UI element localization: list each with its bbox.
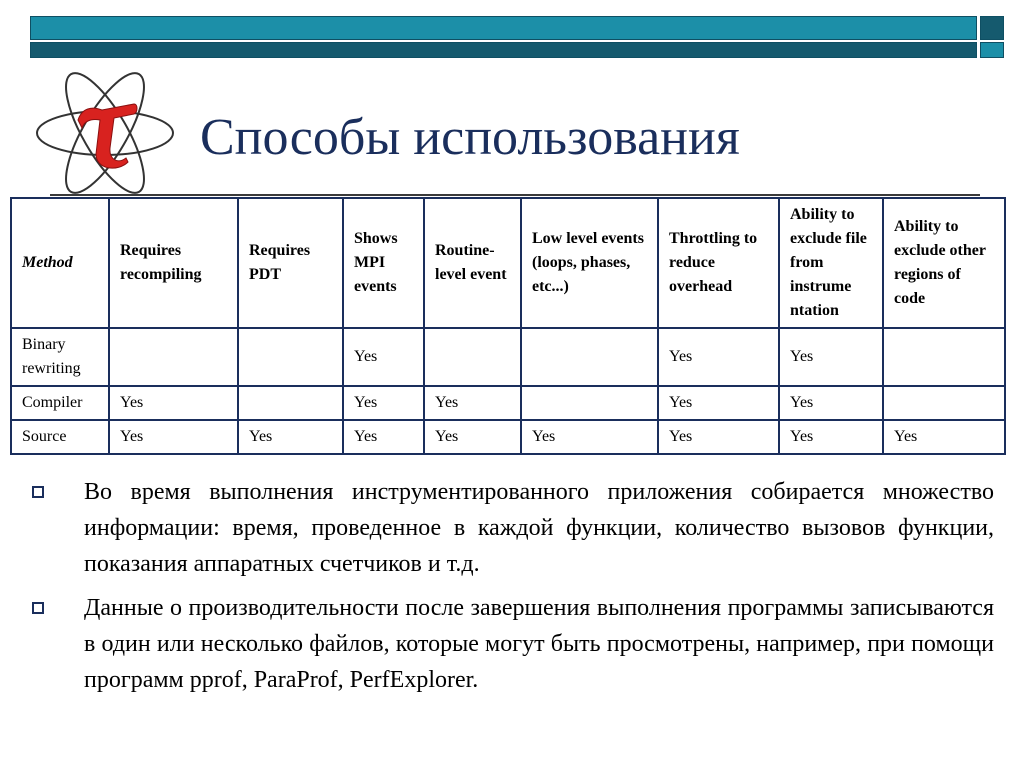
- table-row: [11, 386, 1005, 420]
- square-bullet-icon: [32, 486, 44, 498]
- table-header-cell: Requires PDT: [238, 198, 343, 328]
- table-header-cell: Routine-level event: [424, 198, 521, 328]
- bullet-text: Данные о производительности после завершения выполнения программы записываются в один или несколько файлов, которые могут быть просмотрены, например, при помощи программ pprof, ParaProf, PerfExplorer.: [84, 595, 994, 693]
- table-row: [11, 420, 1005, 454]
- table-cell: Yes: [343, 386, 424, 420]
- header-bar-bottom: [30, 42, 977, 58]
- table-header-cell: Shows MPI events: [343, 198, 424, 328]
- table-cell: [424, 328, 521, 386]
- table-header-cell: Low level events (loops, phases, etc...): [521, 198, 658, 328]
- table-cell: Yes: [424, 386, 521, 420]
- table-header-cell: Requires recompiling: [109, 198, 238, 328]
- table-cell: Yes: [521, 420, 658, 454]
- bullet-list: [32, 474, 994, 706]
- table-cell: Yes: [424, 420, 521, 454]
- table-cell: Yes: [343, 328, 424, 386]
- table-header-cell: Ability to exclude other regions of code: [883, 198, 1005, 328]
- table-cell: Yes: [109, 386, 238, 420]
- header-bar-top: [30, 16, 977, 40]
- table-header-row: [11, 198, 1005, 328]
- header-square-bottom: [980, 42, 1004, 58]
- table-header-cell: Method: [11, 198, 109, 328]
- table-cell: Binary rewriting: [11, 328, 109, 386]
- table-row: [11, 328, 1005, 386]
- bullet-text: Во время выполнения инструментированного приложения собирается множество информации: время, проведенное в каждой функции, количество вызовов функции, показания аппаратных счетчиков и т.д.: [84, 479, 994, 577]
- table-cell: Yes: [658, 386, 779, 420]
- header-square-top: [980, 16, 1004, 40]
- table-cell: Yes: [658, 328, 779, 386]
- table-cell: [521, 386, 658, 420]
- square-bullet-icon: [32, 602, 44, 614]
- table-cell: Source: [11, 420, 109, 454]
- title-divider: [50, 194, 980, 196]
- bullet-item: [32, 590, 994, 698]
- table-cell: Yes: [779, 386, 883, 420]
- table-cell: Yes: [883, 420, 1005, 454]
- table-cell: [109, 328, 238, 386]
- table-cell: [521, 328, 658, 386]
- table-cell: Yes: [343, 420, 424, 454]
- table-cell: Compiler: [11, 386, 109, 420]
- table-cell: Yes: [109, 420, 238, 454]
- table-cell: Yes: [238, 420, 343, 454]
- table-header-cell: Throttling to reduce overhead: [658, 198, 779, 328]
- slide-title: Способы использования: [200, 109, 740, 166]
- table-cell: [883, 386, 1005, 420]
- table-cell: [883, 328, 1005, 386]
- instrumentation-methods-table: [10, 197, 1006, 455]
- table-cell: Yes: [779, 328, 883, 386]
- table-cell: [238, 386, 343, 420]
- table-cell: [238, 328, 343, 386]
- table-cell: Yes: [658, 420, 779, 454]
- tau-atom-logo-icon: [30, 68, 180, 198]
- table-cell: Yes: [779, 420, 883, 454]
- table-header-cell: Ability to exclude file from instrume ntation: [779, 198, 883, 328]
- bullet-item: [32, 474, 994, 582]
